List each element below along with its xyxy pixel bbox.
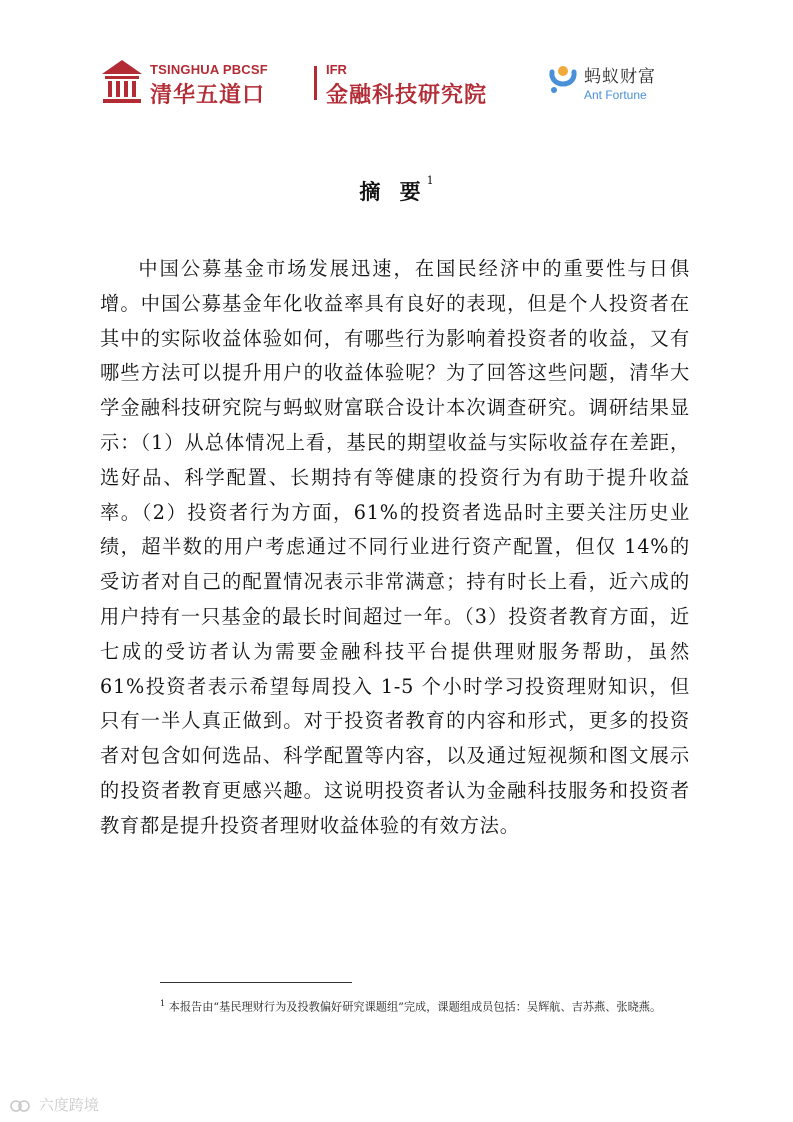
- watermark-logo-icon: [10, 1099, 30, 1113]
- title-footnote-mark: 1: [426, 174, 434, 187]
- footnote-text: 本报告由“基民理财行为及投教偏好研究课题组”完成，课题组成员包括：吴辉航、吉苏燕、张晓燕。: [168, 1000, 662, 1014]
- page-title: [0, 176, 793, 206]
- title-text: 摘 要: [359, 179, 427, 204]
- ifr-cn-label: 金融科技研究院: [326, 83, 488, 108]
- ant-fortune-brand: [584, 62, 656, 102]
- brand-en-label: TSINGHUA PBCSF: [150, 62, 268, 77]
- abstract-body: [100, 252, 690, 844]
- ant-fortune-logo-icon: [546, 62, 580, 98]
- brand-cn-label: 清华五道口: [150, 83, 266, 108]
- tsinghua-pbcsf-logo-icon: [100, 58, 144, 106]
- page-header: [100, 56, 700, 116]
- footnote-divider: [160, 982, 352, 983]
- watermark: [10, 1094, 99, 1115]
- footnote-mark: 1: [160, 999, 166, 1008]
- tsinghua-pbcsf-brand: [150, 62, 268, 109]
- ant-cn-label: 蚂蚁财富: [584, 67, 656, 87]
- ifr-brand: [326, 62, 487, 109]
- ant-en-label: Ant Fortune: [584, 88, 647, 102]
- abstract-paragraph: 中国公募基金市场发展迅速，在国民经济中的重要性与日俱增。中国公募基金年化收益率具有良好的表现，但是个人投资者在其中的实际收益体验如何，有哪些行为影响着投资者的收益，又有哪些方法可以提升用户的收益体验呢？为了回答这些问题，清华大学金融科技研究院与蚂蚁财富联合设计本次调查研究。调研结果显示：（1）从总体情况上看，基民的期望收益与实际收益存在差距，选好品、科学配置、长期持有等健康的投资行为有助于提升收益率。（2）投资者行为方面，61%的投资者选品时主要关注历史业绩，超半数的用户考虑通过不同行业进行资产配置，但仅 14%的受访者对自己的配置情况表示非常满意；持有时长上看，近六成的用户持有一只基金的最长时间超过一年。（3）投资者教育方面，近七成的受访者认为需要金融科技平台提供理财服务帮助，虽然 61%投资者表示希望每周投入 1-5 个小时学习投资理财知识，但只有一半人真正做到。对于投资者教育的内容和形式，更多的投资者对包含如何选品、科学配置等内容，以及通过短视频和图文展示的投资者教育更感兴趣。这说明投资者认为金融科技服务和投资者教育都是提升投资者理财收益体验的有效方法。: [100, 257, 690, 837]
- ifr-en-label: IFR: [326, 62, 347, 77]
- watermark-text: 六度跨境: [38, 1096, 99, 1114]
- brand-divider: [314, 66, 317, 100]
- footnote: [160, 994, 700, 1018]
